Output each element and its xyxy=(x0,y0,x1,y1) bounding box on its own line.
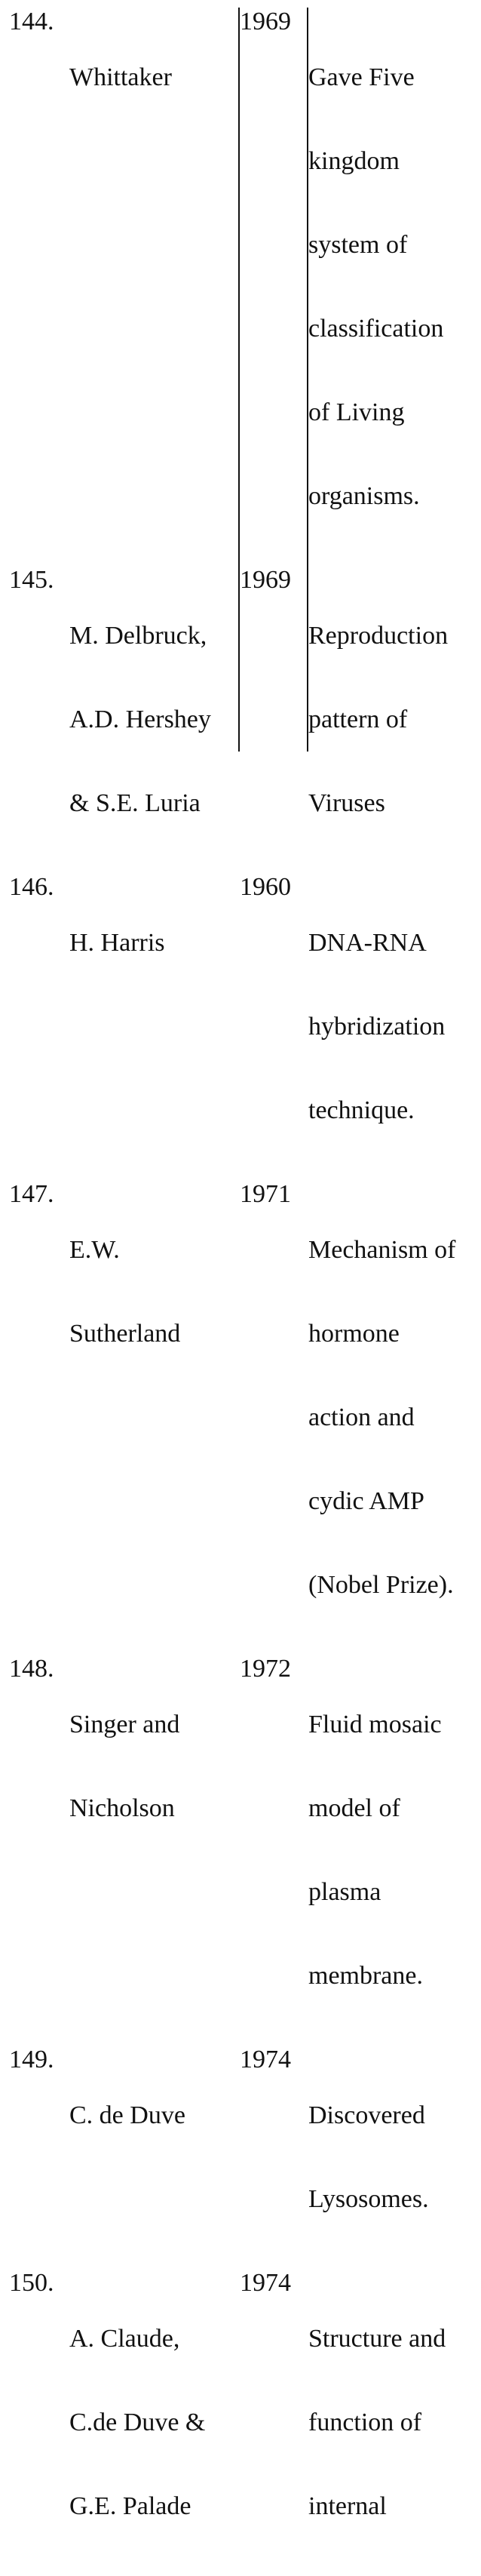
table-row xyxy=(9,2269,481,2576)
discovery-description xyxy=(304,1180,479,1655)
name-line: E.W. xyxy=(69,1236,120,1264)
desc-line: Viruses xyxy=(308,789,385,817)
year: 1969 xyxy=(240,8,291,35)
desc-line: classification xyxy=(308,315,444,343)
desc-line: pattern of xyxy=(308,705,408,733)
discovery-description xyxy=(304,2046,479,2269)
desc-line: model of xyxy=(308,1794,400,1822)
name-line: & S.E. Luria xyxy=(69,789,201,817)
name-line: G.E. Palade xyxy=(69,2492,191,2520)
scientist-name xyxy=(69,2269,240,2576)
desc-line: hormone xyxy=(308,1320,400,1348)
scientist-name xyxy=(69,873,240,1013)
table-row xyxy=(9,566,481,873)
scientist-name xyxy=(69,8,240,147)
year: 1971 xyxy=(240,1180,291,1208)
row-number: 146. xyxy=(9,873,54,901)
desc-line: Fluid mosaic xyxy=(308,1711,442,1738)
row-number: 144. xyxy=(9,8,54,35)
desc-line: system of xyxy=(308,231,408,259)
desc-line: hybridization xyxy=(308,1013,446,1041)
row-number: 147. xyxy=(9,1180,54,1208)
discovery-description xyxy=(304,8,479,566)
desc-line: Gave Five xyxy=(308,63,415,91)
desc-line: Discovered xyxy=(308,2101,425,2129)
desc-line: membrane. xyxy=(308,1962,423,1990)
table-row xyxy=(9,2046,481,2269)
discoveries-table xyxy=(9,8,481,2576)
table-row xyxy=(9,873,481,1180)
desc-line: technique. xyxy=(308,1096,415,1124)
desc-line: action and xyxy=(308,1403,415,1431)
discovery-description xyxy=(304,873,479,1180)
year: 1969 xyxy=(240,566,291,594)
row-number: 145. xyxy=(9,566,54,594)
name-line: Whittaker xyxy=(69,63,172,91)
desc-line: cydic AMP xyxy=(308,1487,424,1515)
desc-line: function of xyxy=(308,2408,422,2436)
name-line: A.D. Hershey xyxy=(69,705,211,733)
table-row xyxy=(9,1180,481,1655)
name-line: Nicholson xyxy=(69,1794,175,1822)
table-row xyxy=(9,1655,481,2046)
year: 1974 xyxy=(240,2046,291,2073)
year: 1960 xyxy=(240,873,291,901)
year: 1974 xyxy=(240,2269,291,2297)
name-line: H. Harris xyxy=(69,929,165,957)
discovery-description xyxy=(304,2269,479,2576)
scientist-name xyxy=(69,566,240,873)
desc-line: organisms. xyxy=(308,482,420,510)
year: 1972 xyxy=(240,1655,291,1683)
scientist-name xyxy=(69,2046,240,2185)
name-line: A. Claude, xyxy=(69,2325,180,2353)
discovery-description xyxy=(304,566,479,873)
name-line: Singer and xyxy=(69,1711,180,1738)
name-line: C. de Duve xyxy=(69,2101,185,2129)
desc-line: Reproduction xyxy=(308,622,449,650)
discovery-description xyxy=(304,1655,479,2046)
scientist-name xyxy=(69,1655,240,1878)
table-row xyxy=(9,8,481,566)
name-line: Sutherland xyxy=(69,1320,181,1348)
name-line: M. Delbruck, xyxy=(69,622,207,650)
row-number: 149. xyxy=(9,2046,54,2073)
desc-line: internal xyxy=(308,2492,387,2520)
desc-line: kingdom xyxy=(308,147,400,175)
desc-line: (Nobel Prize). xyxy=(308,1571,454,1599)
row-number: 150. xyxy=(9,2269,54,2297)
desc-line: plasma xyxy=(308,1878,381,1906)
row-number: 148. xyxy=(9,1655,54,1683)
name-line: C.de Duve & xyxy=(69,2408,206,2436)
desc-line: Structure and xyxy=(308,2325,446,2353)
scientist-name xyxy=(69,1180,240,1403)
desc-line: Lysosomes. xyxy=(308,2185,429,2213)
desc-line: Mechanism of xyxy=(308,1236,456,1264)
desc-line: DNA-RNA xyxy=(308,929,427,957)
desc-line: of Living xyxy=(308,398,405,426)
